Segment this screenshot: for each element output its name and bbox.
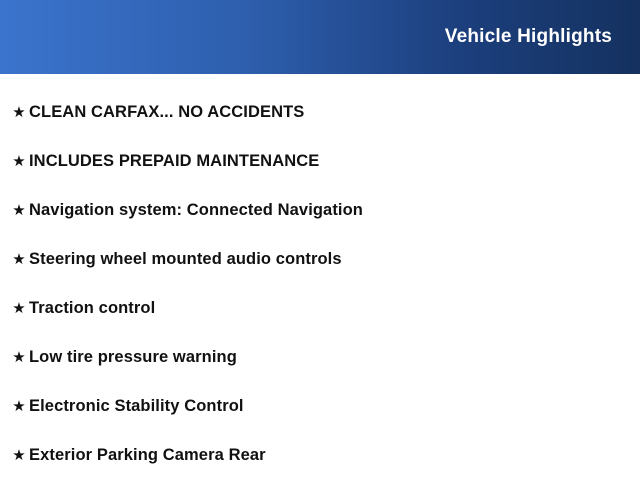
star-icon: ★: [12, 104, 26, 121]
page-title: Vehicle Highlights: [444, 26, 612, 47]
highlight-label: Steering wheel mounted audio controls: [29, 250, 342, 268]
highlight-label: Navigation system: Connected Navigation: [29, 201, 363, 219]
star-icon: ★: [12, 349, 26, 366]
page-header: [0, 0, 640, 74]
list-item: [0, 186, 640, 235]
list-item: [0, 284, 640, 333]
list-item: [0, 431, 640, 480]
highlight-label: CLEAN CARFAX... NO ACCIDENTS: [29, 103, 305, 121]
highlight-label: Low tire pressure warning: [29, 348, 237, 366]
star-icon: ★: [12, 398, 26, 415]
star-icon: ★: [12, 202, 26, 219]
list-item: [0, 333, 640, 382]
star-icon: ★: [12, 153, 26, 170]
highlight-label: INCLUDES PREPAID MAINTENANCE: [29, 152, 320, 170]
list-item: [0, 382, 640, 431]
highlights-list: [0, 74, 640, 480]
highlight-label: Traction control: [29, 299, 156, 317]
star-icon: ★: [12, 447, 26, 464]
list-item: [0, 235, 640, 284]
highlight-label: Electronic Stability Control: [29, 397, 244, 415]
highlight-label: Exterior Parking Camera Rear: [29, 446, 266, 464]
star-icon: ★: [12, 300, 26, 317]
list-item: [0, 137, 640, 186]
star-icon: ★: [12, 251, 26, 268]
list-item: [0, 88, 640, 137]
